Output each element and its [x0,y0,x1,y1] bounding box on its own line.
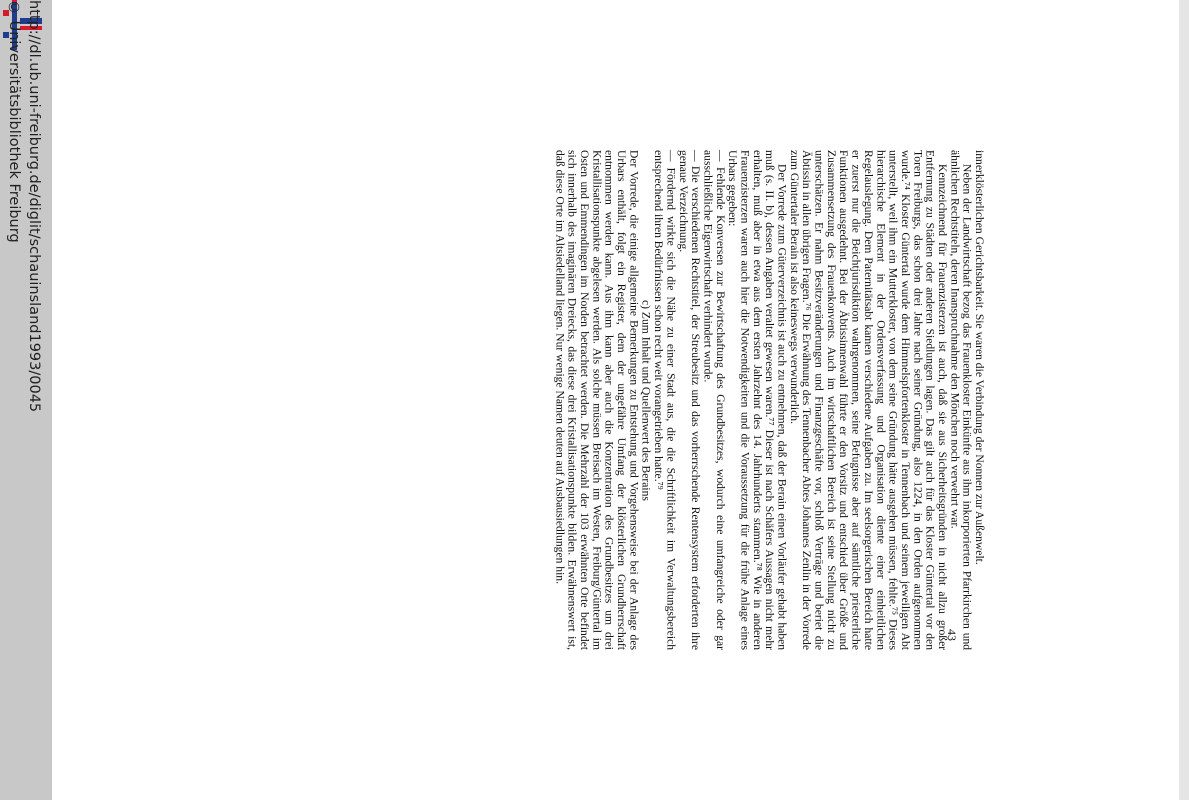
scrollbar-track[interactable] [1179,0,1189,800]
paragraph: Der Vorrede zum Güterverzeichnis ist auch zu entnehmen, daß der Berain einen Vorläufer gehabt haben muß (s. II. b), dessen Angaben veraltet gewesen waren.⁷⁷ Dieser ist nach Schäfers Aussagen nicht mehr erhalten, muß aber in etwa aus dem ersten Jahrzehnt des 14. Jahrhunderts stammen.⁷⁸ Wie in anderen Frauenzisterzen waren auch hier die Notwendigkeiten und die Voraussetzung für die frühe Anlage eines Urbars gegeben: [726,150,789,650]
paragraph: Neben der Landwirtschaft bezog das Frauenkloster Einkünfte aus ihm inkorporierten Pfarrkirchen und ähnlichen Rechtstiteln, deren Inanspruchnahme den Mönchen noch verwehrt war. [948,150,974,650]
document-page [270,150,985,650]
paragraph: Kennzeichnend für Frauenzisterzen ist auch, daß sie aus Sicherheitsgründen in nicht allzu großer Entfernung zu Städten oder anderen Siedlungen lagen. Das gilt auch für das Kloster Güntertal vor den Toren Freiburgs, das schon drei Jahre nach seiner Gründung, also 1224, in den Orden aufgenommen wurde.⁷⁴ Kloster Güntertal wurde dem Himmelspfortenkloster in Tennenbach und seinem jeweiligen Abt unterstellt, weil ihm ein Mutterkloster, von dem seine Gründung hätte ausgehen müssen, fehlte.⁷⁵ Dieses hierarchische Element in der Ordensverfassung und Organisation diente einer einheitlichen Regelauslegung. Dem Paternitätsabt kamen verschiedene Aufgaben zu. Im seelsorgerischen Bereich hatte er zuerst nur die Beichtjurisdiktion wahrgenommen, seine Befugnisse aber auf sämtliche priesterliche Funktionen ausgedehnt. Bei der Äbtissinnenwahl führte er den Vorsitz und entschied über Größe und Zusammensetzung des Frauenkonvents. Auch im wirtschaftlichen Bereich ist seine Stellung nicht zu unterschätzen. Er nahm Besitzveränderungen und Finanzgeschäfte vor, schloß Verträge und beriet die Äbtissin in allen übrigen Fragen.⁷⁶ Die Erwähnung des Tennenbacher Abtes Johannes Zenlin in der Vorrede zum Güntertaler Berain ist also keineswegs verwunderlich. [787,150,949,650]
paragraph: innerklösterlichen Gerichtsbarkeit. Sie waren die Verbindung der Nonnen zur Außenwelt. [973,150,986,565]
bullet-item: — Fehlende Konversen zur Bewirtschaftung des Grundbesitzes, wodurch eine umfangreiche oder gar ausschließliche Eigenwirtschaft verhindert wurde. [701,150,727,651]
sidebar [0,0,52,800]
paragraph: Der Vorrede, die einige allgemeine Bemerkungen zu Entstehung und Vorgehensweise bei der Anlage des Urbars enthält, folgt ein Register, dem der ungefähre Umfang der klösterlichen Grundherrschaft entnommen werden kann. Aus ihm kann aber auch die Konzentration des Grundbesitzes um drei Kristallisationspunkte abgelesen werden. Als solche müssen Breisach im Westen, Freiburg/Güntertal im Osten und Emmendingen im Norden betrachtet werden. Die Mehrzahl der 103 erwähnten Orte befindet sich innerhalb des imaginären Dreiecks, das diese drei Kristallisationspunkte bilden. Erwähnenswert ist, daß diese Orte im Altsiedelland liegen. Nur wenige Namen deuten auf Ausbausiedlungen hin. [553,150,641,650]
source-url[interactable]: http://dl.ub.uni-freiburg.de/diglit/schauinsland1993/0045 [26,0,42,413]
bullet-item: — Die verschiedenen Rechtstitel, der Streubesitz und das vorherrschende Rentensystem erforderten ihre genaue Verzeichnung. [676,150,703,650]
section-heading: c) Zum Inhalt und Quellenwert des Berains [639,299,653,501]
copyright-notice: © Universitätsbibliothek Freiburg [6,0,22,243]
bullet-text: Fördernd wirkte sich die Nähe zu einer Stadt aus, die die Schriftlichkeit im Verwaltungsbereich entsprechend ihren Bedürfnissen schon recht weit vorangetrieben hatte.⁷⁹ [652,150,678,650]
bullet-text: Die verschiedenen Rechtstitel, der Streubesitz und das vorherrschende Rentensystem erforderten ihre genaue Verzeichnung. [676,150,703,650]
source-info [4,0,49,800]
bullet-item: — Fördernd wirkte sich die Nähe zu einer Stadt aus, die die Schriftlichkeit im Verwaltungsbereich entsprechend ihren Bedürfnissen schon recht weit vorangetrieben hatte.⁷⁹ [652,150,678,650]
bullet-text: Fehlende Konversen zur Bewirtschaftung des Grundbesitzes, wodurch eine umfangreiche oder gar ausschließliche Eigenwirtschaft verhindert wurde. [701,150,727,651]
page-number: 43 [945,629,959,641]
